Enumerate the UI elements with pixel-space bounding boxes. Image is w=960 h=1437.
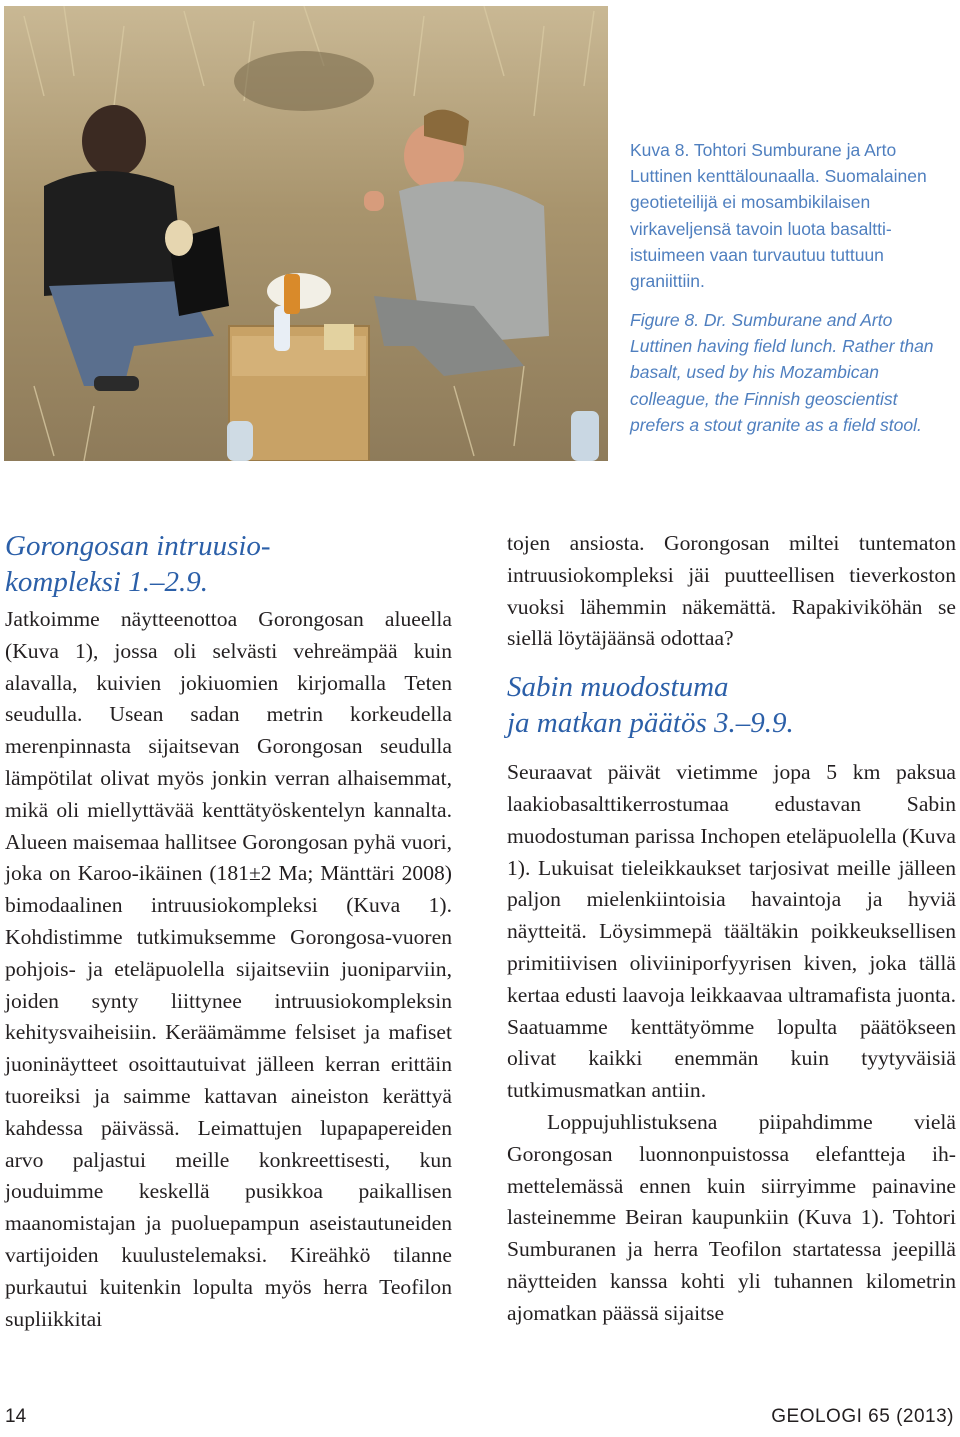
figure-caption-english: Figure 8. Dr. Sumburane and Arto Luttinen having field lunch. Rather than basalt, used by his Mozambican colleague, the Finnish geoscientist prefers a stout granite as a field stool.: [630, 310, 934, 435]
journal-running-footer: GEOLOGI 65 (2013): [771, 1406, 954, 1427]
photo-illustration: [4, 6, 608, 461]
body-paragraph: Loppujuhlistuksena piipahdimme vielä Gorongosan luonnonpuistossa elefantteja ihmettelemässä ennen kuin siirryimme painavine lasteinemme Beiran kaupunkiin (Kuva 1). Tohtori Sumburanen ja herra Teofilon startatessa jeepillä näytteiden kanssa kohti yli tuhannen kilometrin ajomatkan päässä sijaitse: [507, 1109, 956, 1325]
right-column: [507, 528, 956, 1330]
section-heading-sabi: [507, 669, 956, 741]
section-heading-gorongosa: [5, 528, 452, 600]
heading-line-1: Sabin muodostuma: [507, 671, 729, 704]
page-number: 14: [5, 1406, 27, 1427]
body-paragraph: Seuraavat päivät vietimme jopa 5 km paksua laakiobasalttikerrostumaa edustavan Sabin muodostuman parissa Inchopen eteläpuolella (Kuva 1). Lukuisat tieleikkaukset tarjosivat meille jälleen paljon mielenkiintoisia havaintoja ja hyviä näytteitä. Löysimmepä täältäkin poikkeuksellisen primitiivisen oliviiniporfyyrisen kiven, joka tällä kertaa edusti laavoja leikkaavaa ultramafista juonta. Saatuamme kenttätyömme lopulta päätökseen olivat kaikki enemmän kuin tyytyväisiä tutkimusmatkan antiin.: [507, 760, 956, 1103]
body-paragraph: Jatkoimme näytteenottoa Gorongosan alueella (Kuva 1), jossa oli selvästi vehreämpää kuin alavalla, kuivien jokiuomien kirjomalla Teten seudulla. Usean sadan metrin korkeudella merenpinnasta sijaitsevan Gorongosan seudulla lämpötilat olivat myös jonkin verran alhaisemmat, mikä oli miellyttävää kenttätyöskentelyn kannalta. Alueen maisemaa hallitsee Gorongosan pyhä vuori, joka on Karoo-ikäinen (181±2 Ma; Mänttäri 2008) bimodaalinen intruusiokompleksi (Kuva 1). Kohdistimme tutkimuksemme Gorongosa-vuoren pohjois- ja eteläpuolella sijaitseviin juoniparviin, joiden synty liittynee intruusiokompleksin kehitysvaiheisiin. Keräämämme felsiset ja mafiset juoninäytteet osoittautuivat jälleen kerran erittäin tuoreiksi ja saimme kattavan aineiston kerättyä kahdessa päivässä. Leimattujen lupapapereiden arvo paljastui meille konkreettisesti, kun jouduimme keskellä pusikkoa paikallisen maanomistajan ja puoluepampun aseistautuneiden vartijoiden kuulustelemaksi. Kireähkö tilanne purkautui kuitenkin lopulta myös herra Teofilon supliikkitai: [5, 607, 452, 1331]
field-lunch-photo: [4, 6, 608, 461]
heading-line-2: ja matkan päätös 3.–9.9.: [507, 707, 794, 740]
heading-line-1: Gorongosan intruusio-: [5, 530, 271, 562]
body-paragraph-continuation: tojen ansiosta. Gorongosan miltei tuntematon intruusiokompleksi jäi puutteellisen tieverkoston vuoksi lähemmin näkemättä. Rapakiviköhän se siellä löytäjäänsä odottaa?: [507, 531, 956, 651]
left-column: [5, 528, 452, 1335]
figure-caption-finnish: Kuva 8. Tohtori Sumburane ja Arto Luttinen kenttälounaalla. Suomalainen geotieteilijä ei mosambikilaisen virkaveljensä tavoin luota basaltti-istuimeen vaan turvautuu tuttuun graniittiin.: [630, 140, 927, 292]
heading-line-2: kompleksi 1.–2.9.: [5, 566, 208, 598]
